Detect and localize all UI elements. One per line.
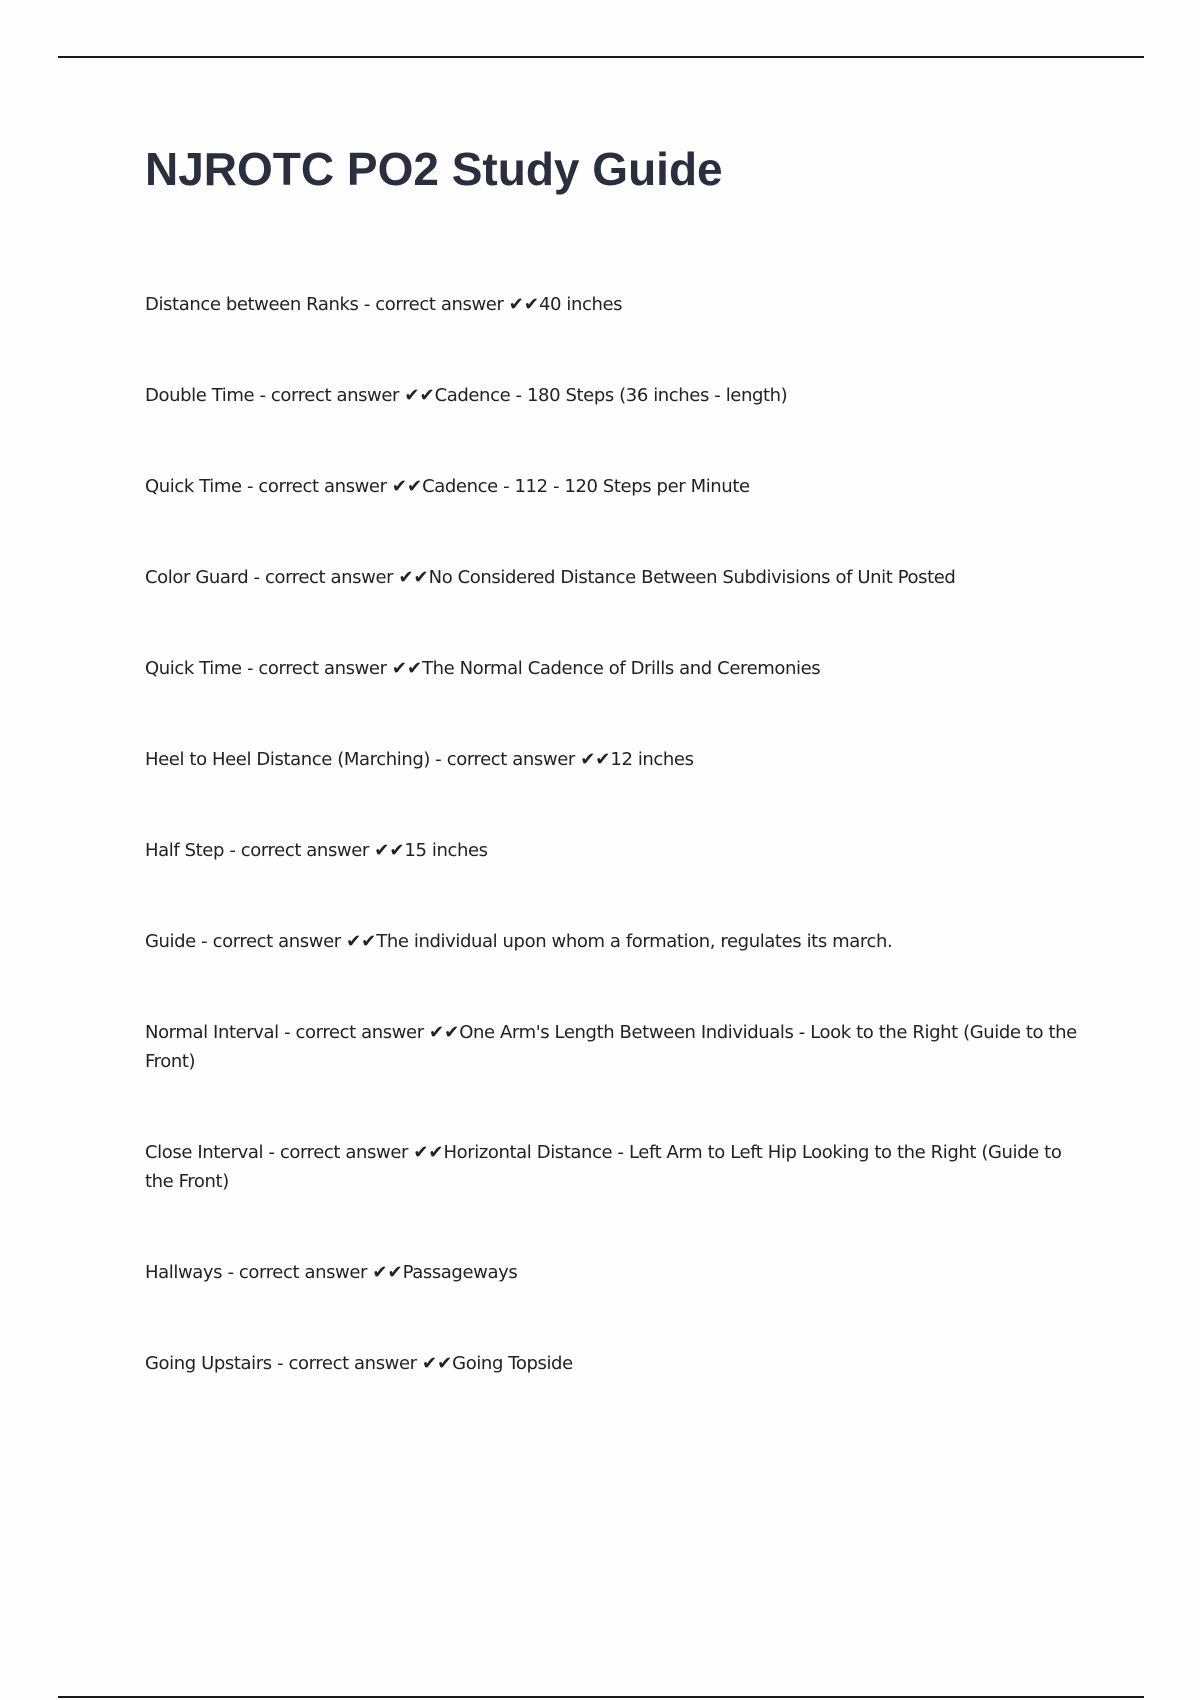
qa-separator: - correct answer <box>195 931 347 952</box>
check-marks-icon: ✔✔ <box>391 658 423 679</box>
qa-term: Quick Time <box>145 658 242 679</box>
qa-item <box>145 836 1095 865</box>
qa-answer: Passageways <box>402 1262 518 1283</box>
qa-term: Guide <box>145 931 196 952</box>
qa-answer: 40 inches <box>538 294 623 315</box>
qa-answer: Horizontal Distance - Left Arm to Left Hip Looking to the Right (Guide to the Front) <box>145 1142 1062 1192</box>
qa-term: Normal Interval <box>145 1022 279 1043</box>
check-marks-icon: ✔✔ <box>422 1353 453 1374</box>
qa-separator: - correct answer <box>263 1142 414 1163</box>
qa-term: Going Upstairs <box>145 1353 272 1374</box>
qa-term: Close Interval <box>145 1142 264 1163</box>
qa-separator: - correct answer <box>278 1022 430 1043</box>
qa-answer: Cadence - 112 - 120 Steps per Minute <box>422 476 750 497</box>
qa-item <box>145 927 1095 956</box>
qa-separator: - correct answer <box>241 476 392 497</box>
qa-item <box>145 381 1095 410</box>
check-marks-icon: ✔✔ <box>391 476 423 497</box>
qa-item <box>145 472 1095 501</box>
bottom-divider <box>58 1696 1144 1698</box>
qa-term: Heel to Heel Distance (Marching) <box>145 749 430 770</box>
check-marks-icon: ✔✔ <box>508 294 539 315</box>
qa-answer: No Considered Distance Between Subdivisions of Unit Posted <box>428 567 956 588</box>
qa-separator: - correct answer <box>248 567 399 588</box>
qa-answer: Going Topside <box>452 1353 573 1374</box>
qa-item <box>145 1138 1095 1196</box>
qa-item <box>145 654 1095 683</box>
qa-separator: - correct answer <box>254 385 405 406</box>
check-marks-icon: ✔✔ <box>404 385 435 406</box>
qa-item <box>145 1018 1095 1076</box>
qa-item <box>145 563 1095 592</box>
qa-separator: - correct answer <box>222 1262 373 1283</box>
check-marks-icon: ✔✔ <box>429 1022 460 1043</box>
qa-separator: - correct answer <box>271 1353 422 1374</box>
qa-term: Double Time <box>145 385 255 406</box>
qa-item <box>145 1349 1095 1378</box>
qa-list <box>145 290 1095 1440</box>
qa-answer: One Arm's Length Between Individuals - Look to the Right (Guide to the Front) <box>145 1022 1077 1072</box>
check-marks-icon: ✔✔ <box>413 1142 444 1163</box>
qa-answer: The Normal Cadence of Drills and Ceremonies <box>422 658 821 679</box>
qa-separator: - correct answer <box>358 294 509 315</box>
page-title: NJROTC PO2 Study Guide <box>145 143 723 195</box>
qa-term: Color Guard <box>145 567 249 588</box>
check-marks-icon: ✔✔ <box>374 840 405 861</box>
qa-answer: 12 inches <box>610 749 694 770</box>
qa-item <box>145 290 1095 319</box>
top-divider <box>58 56 1144 58</box>
qa-answer: Cadence - 180 Steps (36 inches - length) <box>434 385 788 406</box>
qa-separator: - correct answer <box>429 749 581 770</box>
qa-term: Distance between Ranks <box>145 294 359 315</box>
check-marks-icon: ✔✔ <box>372 1262 403 1283</box>
qa-term: Quick Time <box>145 476 242 497</box>
qa-term: Hallways <box>145 1262 223 1283</box>
qa-separator: - correct answer <box>224 840 375 861</box>
qa-term: Half Step <box>145 840 225 861</box>
check-marks-icon: ✔✔ <box>398 567 429 588</box>
qa-item <box>145 745 1095 774</box>
qa-answer: 15 inches <box>404 840 488 861</box>
qa-separator: - correct answer <box>241 658 392 679</box>
qa-item <box>145 1258 1095 1287</box>
check-marks-icon: ✔✔ <box>580 749 611 770</box>
check-marks-icon: ✔✔ <box>346 931 377 952</box>
qa-answer: The individual upon whom a formation, regulates its march. <box>376 931 893 952</box>
